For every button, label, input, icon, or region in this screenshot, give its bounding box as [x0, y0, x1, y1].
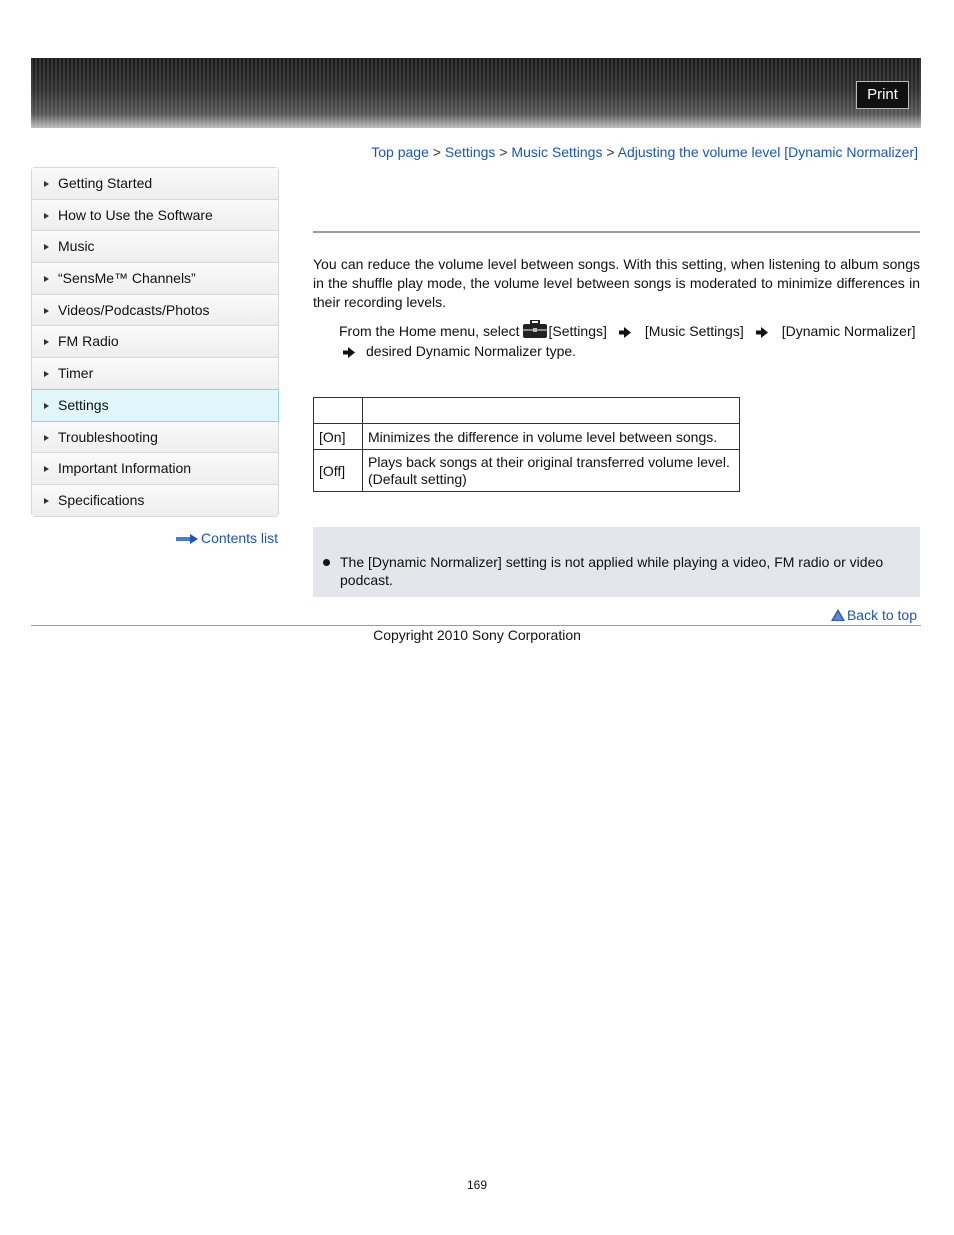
note-text: The [Dynamic Normalizer] setting is not applied while playing a video, FM radio or video podcast. [340, 554, 884, 588]
arrow-right-icon [176, 531, 198, 547]
triangle-right-icon [44, 339, 49, 345]
triangle-right-icon [44, 276, 49, 282]
step-dynamic-normalizer: [Dynamic Normalizer] [781, 323, 916, 339]
sidebar-item-specifications[interactable] [32, 485, 278, 516]
sidebar-item-label: FM Radio [58, 333, 119, 350]
breadcrumb-settings[interactable]: Settings [444, 144, 496, 160]
footer-divider [31, 625, 921, 626]
breadcrumb-separator: > [606, 144, 615, 160]
table-cell-description: Plays back songs at their original transferred volume level. (Default setting) [363, 450, 740, 492]
sidebar-item-how-to-use-software[interactable] [32, 200, 278, 232]
step-music-settings: [Music Settings] [644, 323, 744, 339]
step-prefix: From the Home menu, select [339, 323, 520, 339]
options-table [313, 397, 740, 492]
sidebar-item-label: Specifications [58, 491, 145, 508]
sidebar-item-settings[interactable] [31, 389, 279, 422]
table-cell-option: [On] [314, 424, 363, 450]
intro-paragraph: You can reduce the volume level between songs. With this setting, when listening to album songs in the shuffle play mode, the volume level between songs is moderated to minimize differences in their recording levels. [313, 256, 920, 310]
sidebar-nav [31, 167, 279, 517]
arrow-right-icon [756, 327, 770, 338]
breadcrumb [371, 144, 918, 160]
breadcrumb-current-page[interactable]: Adjusting the volume level [Dynamic Normalizer] [617, 144, 918, 160]
sidebar-item-label: Troubleshooting [58, 428, 158, 445]
sidebar-item-label: Settings [58, 396, 109, 413]
triangle-right-icon [44, 403, 49, 409]
copyright-text: Copyright 2010 Sony Corporation [373, 627, 581, 643]
note-box [313, 527, 920, 597]
sidebar-item-label: Videos/Podcasts/Photos [58, 301, 210, 318]
sidebar-item-music[interactable] [32, 231, 278, 263]
step-final: desired Dynamic Normalizer type. [366, 343, 577, 359]
sidebar-item-getting-started[interactable] [32, 168, 278, 200]
triangle-right-icon [44, 498, 49, 504]
triangle-right-icon [44, 244, 49, 250]
triangle-right-icon [44, 371, 49, 377]
sidebar-item-label: Getting Started [58, 175, 153, 191]
triangle-up-icon [831, 608, 845, 624]
sidebar-item-label: Music [58, 238, 95, 255]
table-cell-option: [Off] [314, 450, 363, 492]
table-row [314, 424, 740, 450]
procedure-step [339, 320, 916, 343]
triangle-right-icon [44, 466, 49, 472]
sidebar-item-label: How to Use the Software [58, 206, 213, 223]
bullet-icon [323, 559, 330, 566]
table-cell-description: Minimizes the difference in volume level between songs. [363, 424, 740, 450]
step-settings: [Settings] [548, 323, 607, 339]
sidebar-item-important-information[interactable] [32, 453, 278, 485]
table-header-cell [363, 398, 740, 424]
contents-list-link[interactable] [176, 530, 278, 547]
arrow-right-icon [343, 347, 357, 358]
page-number: 169 [466, 1178, 488, 1192]
table-header-row [314, 398, 740, 424]
arrow-right-icon [619, 327, 633, 338]
table-header-cell [314, 398, 363, 424]
print-button[interactable]: Print [856, 81, 909, 109]
sidebar-item-timer[interactable] [32, 358, 278, 390]
sidebar-item-sensme-channels[interactable] [32, 263, 278, 295]
breadcrumb-top-page[interactable]: Top page [371, 144, 429, 160]
back-to-top-label: Back to top [846, 607, 917, 623]
sidebar-item-label: “SensMe™ Channels” [58, 270, 196, 287]
table-row [314, 450, 740, 492]
contents-list-label: Contents list [201, 530, 279, 546]
title-divider [313, 231, 920, 233]
triangle-right-icon [44, 213, 49, 219]
triangle-right-icon [44, 435, 49, 441]
breadcrumb-separator: > [499, 144, 508, 160]
header-banner [31, 58, 921, 128]
sidebar-item-troubleshooting[interactable] [32, 422, 278, 454]
procedure-step-continued [343, 343, 576, 359]
sidebar-item-fm-radio[interactable] [32, 326, 278, 358]
triangle-right-icon [44, 308, 49, 314]
sidebar-item-label: Timer [58, 365, 94, 382]
back-to-top-link[interactable] [831, 607, 917, 624]
sidebar-item-videos-podcasts-photos[interactable] [32, 295, 278, 327]
triangle-right-icon [44, 181, 49, 187]
toolbox-icon [523, 320, 547, 343]
breadcrumb-music-settings[interactable]: Music Settings [511, 144, 603, 160]
breadcrumb-separator: > [432, 144, 441, 160]
sidebar-item-label: Important Information [58, 460, 192, 477]
